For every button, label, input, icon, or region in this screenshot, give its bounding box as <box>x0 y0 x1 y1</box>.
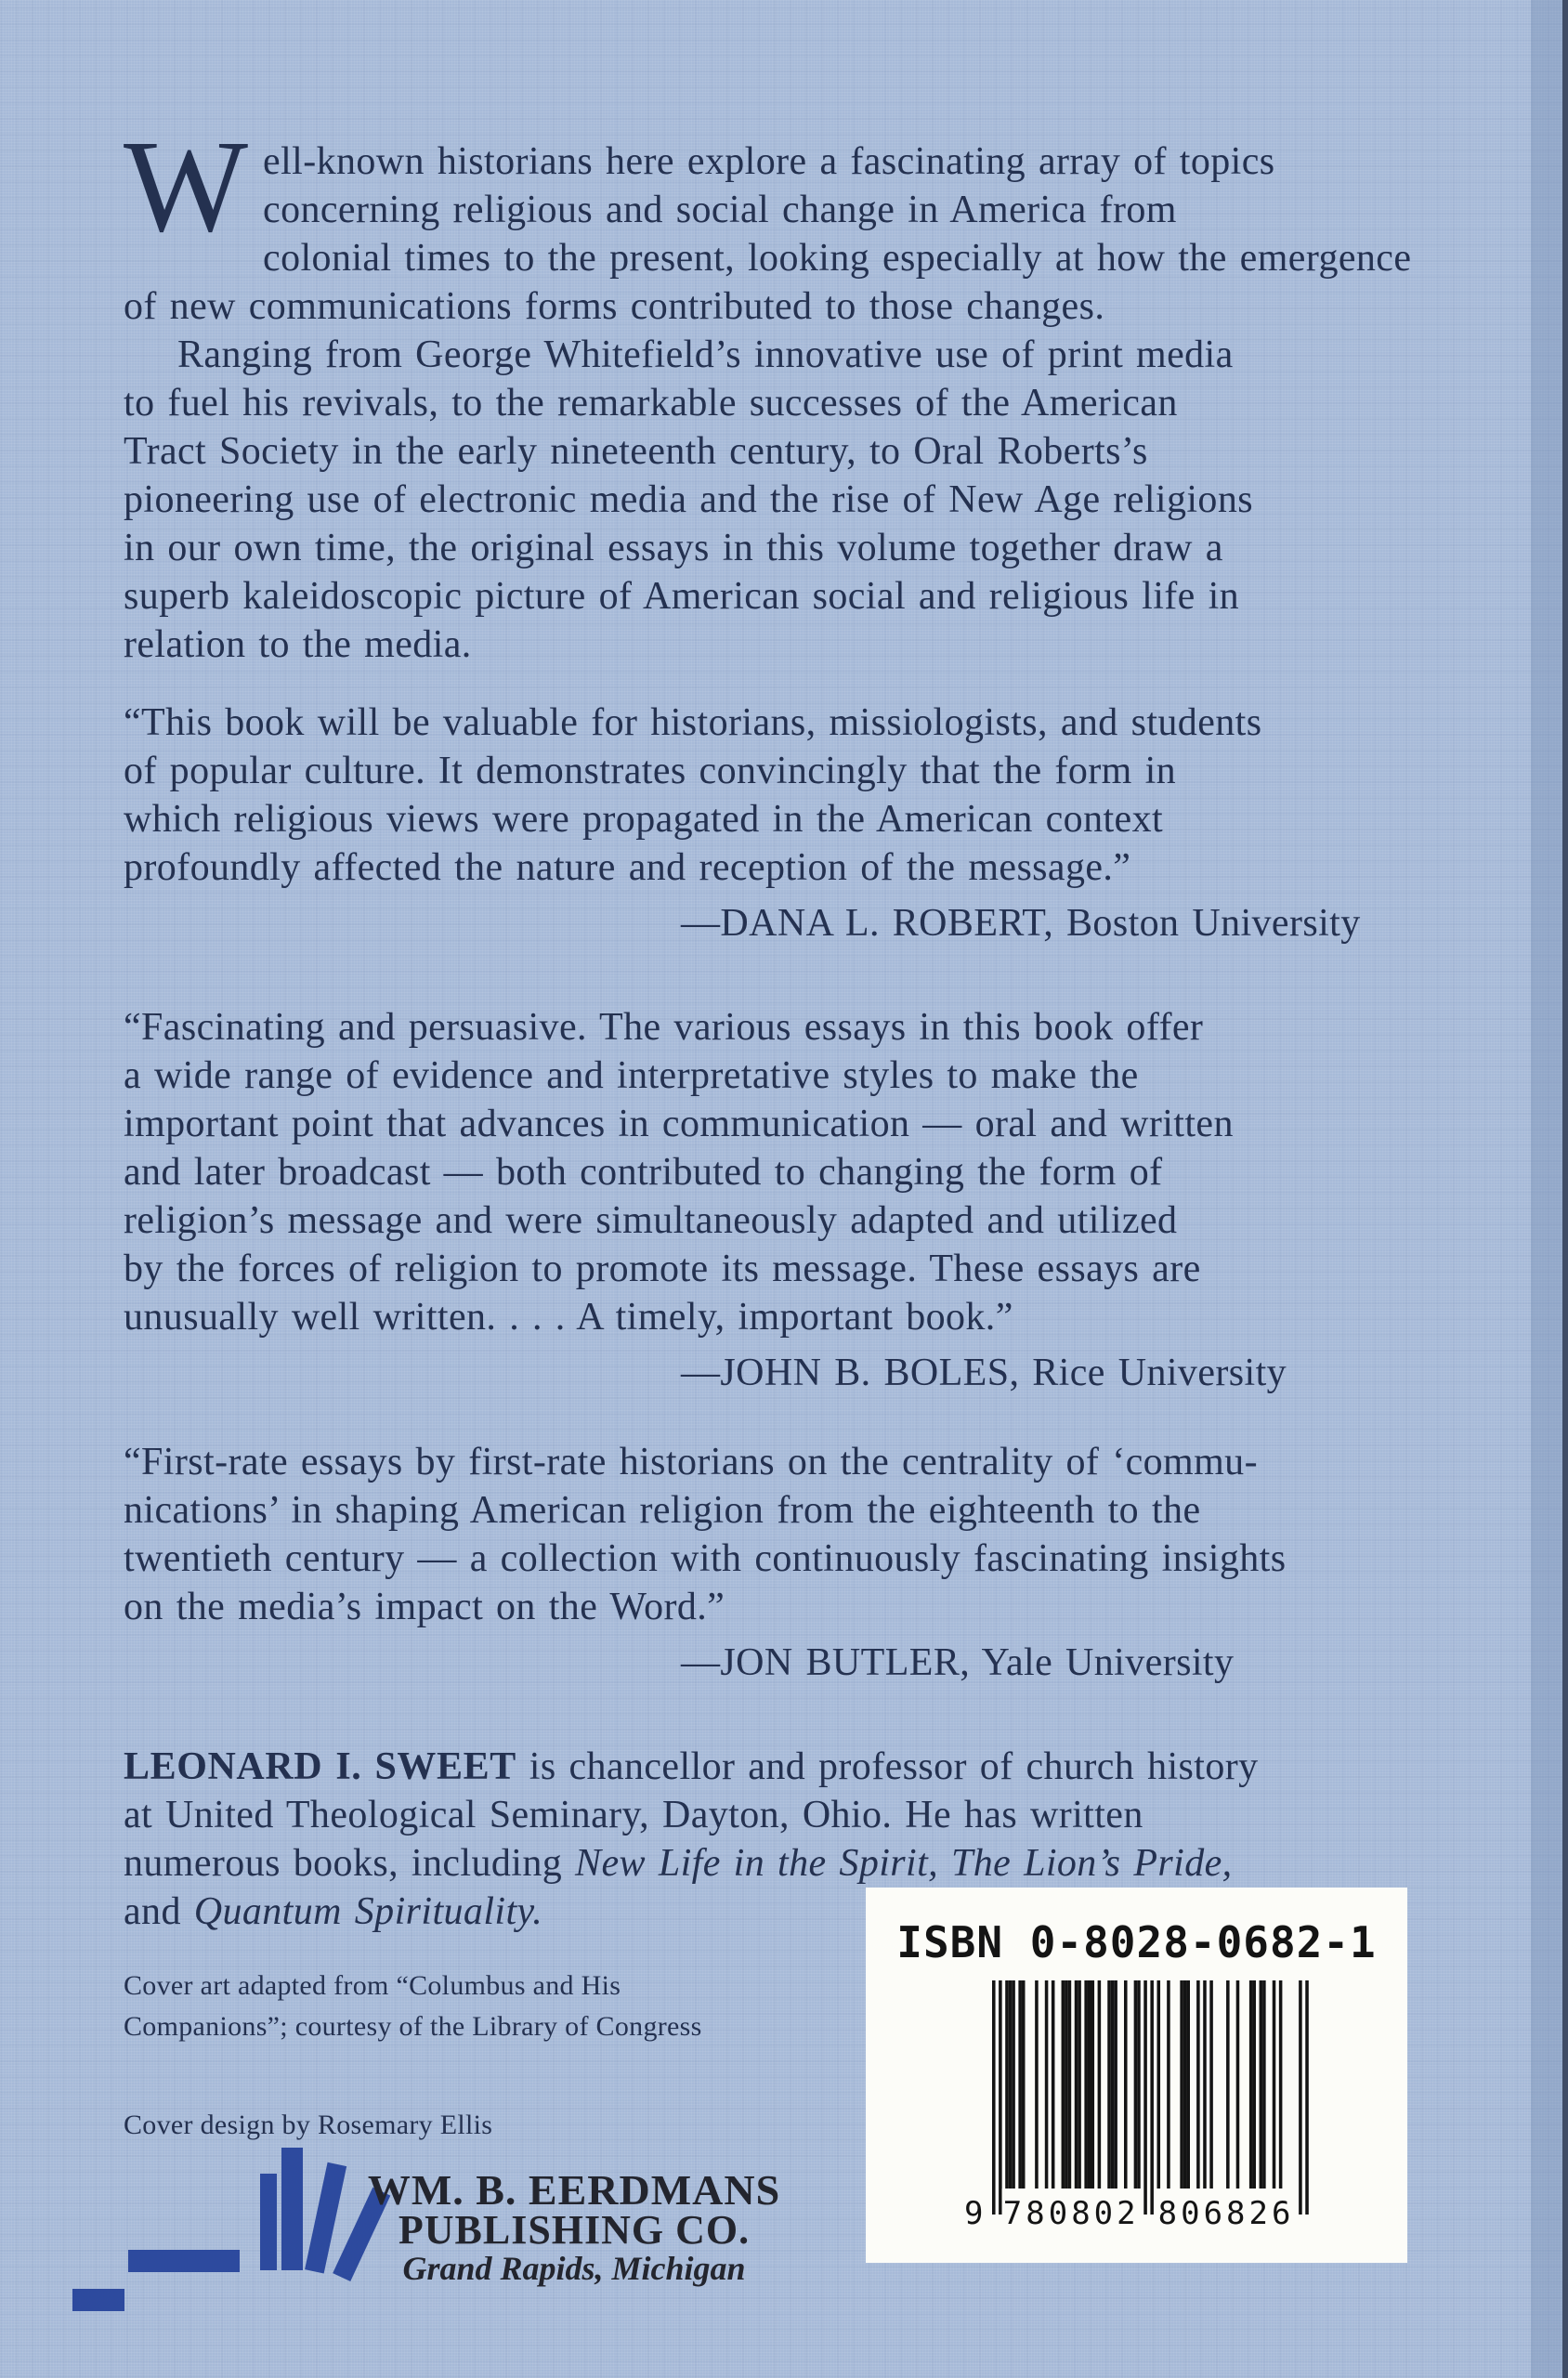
text-line: Tract Society in the early nineteenth century, to Oral Roberts’s <box>124 430 1148 473</box>
text-line: of new communications forms contributed to those changes. <box>124 285 1105 328</box>
text-line: a wide range of evidence and interpretative styles to make the <box>124 1054 1139 1097</box>
intro-paragraph-1 <box>124 112 1452 331</box>
isbn-number: ISBN 0-8028-0682-1 <box>896 1917 1377 1967</box>
text-line: “First-rate essays by first-rate historians on the centrality of ‘commu- <box>124 1441 1258 1483</box>
review-quote-2 <box>124 1003 1452 1397</box>
ean-barcode <box>960 1980 1313 2229</box>
quote-text <box>124 1438 1452 1631</box>
cover-edge <box>1562 0 1568 2378</box>
intro-paragraph-1-lines <box>124 112 1452 331</box>
bio-line: LEONARD I. SWEET is chancellor and professor of church history <box>124 1745 1259 1788</box>
text-line: “This book will be valuable for historians, missiologists, and students <box>124 701 1262 744</box>
barcode-digits: 780802 <box>1002 2195 1140 2229</box>
publisher-logo-text <box>356 2166 792 2287</box>
text-line: and later broadcast — both contributed to changing the form of <box>124 1151 1163 1194</box>
quote-text <box>124 1003 1452 1341</box>
credits-section <box>124 1966 867 2146</box>
book-title: Quantum Spirituality. <box>193 1890 543 1933</box>
cover-edge-shading <box>1531 0 1562 2378</box>
text-line: on the media’s impact on the Word.” <box>124 1586 725 1628</box>
eerdmans-books-icon <box>56 2135 399 2320</box>
review-quote-1 <box>124 699 1452 947</box>
isbn-box <box>866 1888 1407 2263</box>
bio-line: at United Theological Seminary, Dayton, Ohio. He has written <box>124 1794 1143 1836</box>
text-line: which religious views were propagated in the American context <box>124 798 1164 841</box>
cover-design-credit: Cover design by Rosemary Ellis <box>124 2110 493 2140</box>
bio-line: numerous books, including New Life in the Spirit, The Lion’s Pride, <box>124 1842 1233 1885</box>
quote-text <box>124 699 1452 892</box>
text-line: “Fascinating and persuasive. The various essays in this book offer <box>124 1006 1204 1049</box>
quote-attribution: —DANA L. ROBERT, Boston University <box>681 902 1361 945</box>
publisher-location: Grand Rapids, Michigan <box>402 2250 746 2287</box>
text-line: pioneering use of electronic media and the rise of New Age religions <box>124 478 1253 521</box>
review-quote-3 <box>124 1438 1452 1687</box>
text-line: of popular culture. It demonstrates convincingly that the form in <box>124 750 1177 792</box>
publisher-name-2: PUBLISHING CO. <box>398 2207 751 2253</box>
intro-section <box>124 112 1452 669</box>
text-line: relation to the media. <box>124 623 472 666</box>
text-line: important point that advances in communication — oral and written <box>124 1103 1234 1145</box>
text-line: twentieth century — a collection with continuously fascinating insights <box>124 1537 1287 1580</box>
text-line: to fuel his revivals, to the remarkable successes of the American <box>124 382 1178 425</box>
text-line: ell-known historians here explore a fascinating array of topics <box>263 140 1275 183</box>
author-name: LEONARD I. SWEET <box>124 1745 516 1788</box>
cover-art-credit: Companions”; courtesy of the Library of Congress <box>124 2011 702 2042</box>
barcode <box>866 1980 1407 2229</box>
text-line: in our own time, the original essays in this volume together draw a <box>124 527 1223 569</box>
text-line: profoundly affected the nature and reception of the message.” <box>124 846 1131 889</box>
bio-line: and Quantum Spirituality. <box>124 1890 543 1933</box>
text-line: Ranging from George Whitefield’s innovative use of print media <box>177 333 1234 376</box>
text-line: superb kaleidoscopic picture of American social and religious life in <box>124 575 1240 618</box>
drop-cap: W <box>124 112 249 259</box>
text-line: nications’ in shaping American religion from the eighteenth to the <box>124 1489 1201 1532</box>
publisher-name: WM. B. EERDMANS <box>367 2166 781 2214</box>
quote-attribution: —JOHN B. BOLES, Rice University <box>681 1352 1287 1394</box>
book-title: New Life in the Spirit, The Lion’s Pride, <box>575 1842 1233 1885</box>
intro-paragraph-2 <box>124 331 1452 669</box>
text-line: by the forces of religion to promote its message. These essays are <box>124 1248 1201 1290</box>
barcode-digits: 9 <box>963 2195 987 2229</box>
text-line: unusually well written. . . . A timely, important book.” <box>124 1296 1013 1339</box>
cover-art-credit: Cover art adapted from “Columbus and His <box>124 1970 621 2001</box>
text-line: concerning religious and social change in America from <box>263 189 1177 231</box>
barcode-digits: 806826 <box>1157 2195 1294 2229</box>
text-line: colonial times to the present, looking especially at how the emergence <box>263 237 1412 280</box>
text-line: religion’s message and were simultaneously adapted and utilized <box>124 1199 1178 1242</box>
quote-attribution: —JON BUTLER, Yale University <box>681 1641 1235 1684</box>
